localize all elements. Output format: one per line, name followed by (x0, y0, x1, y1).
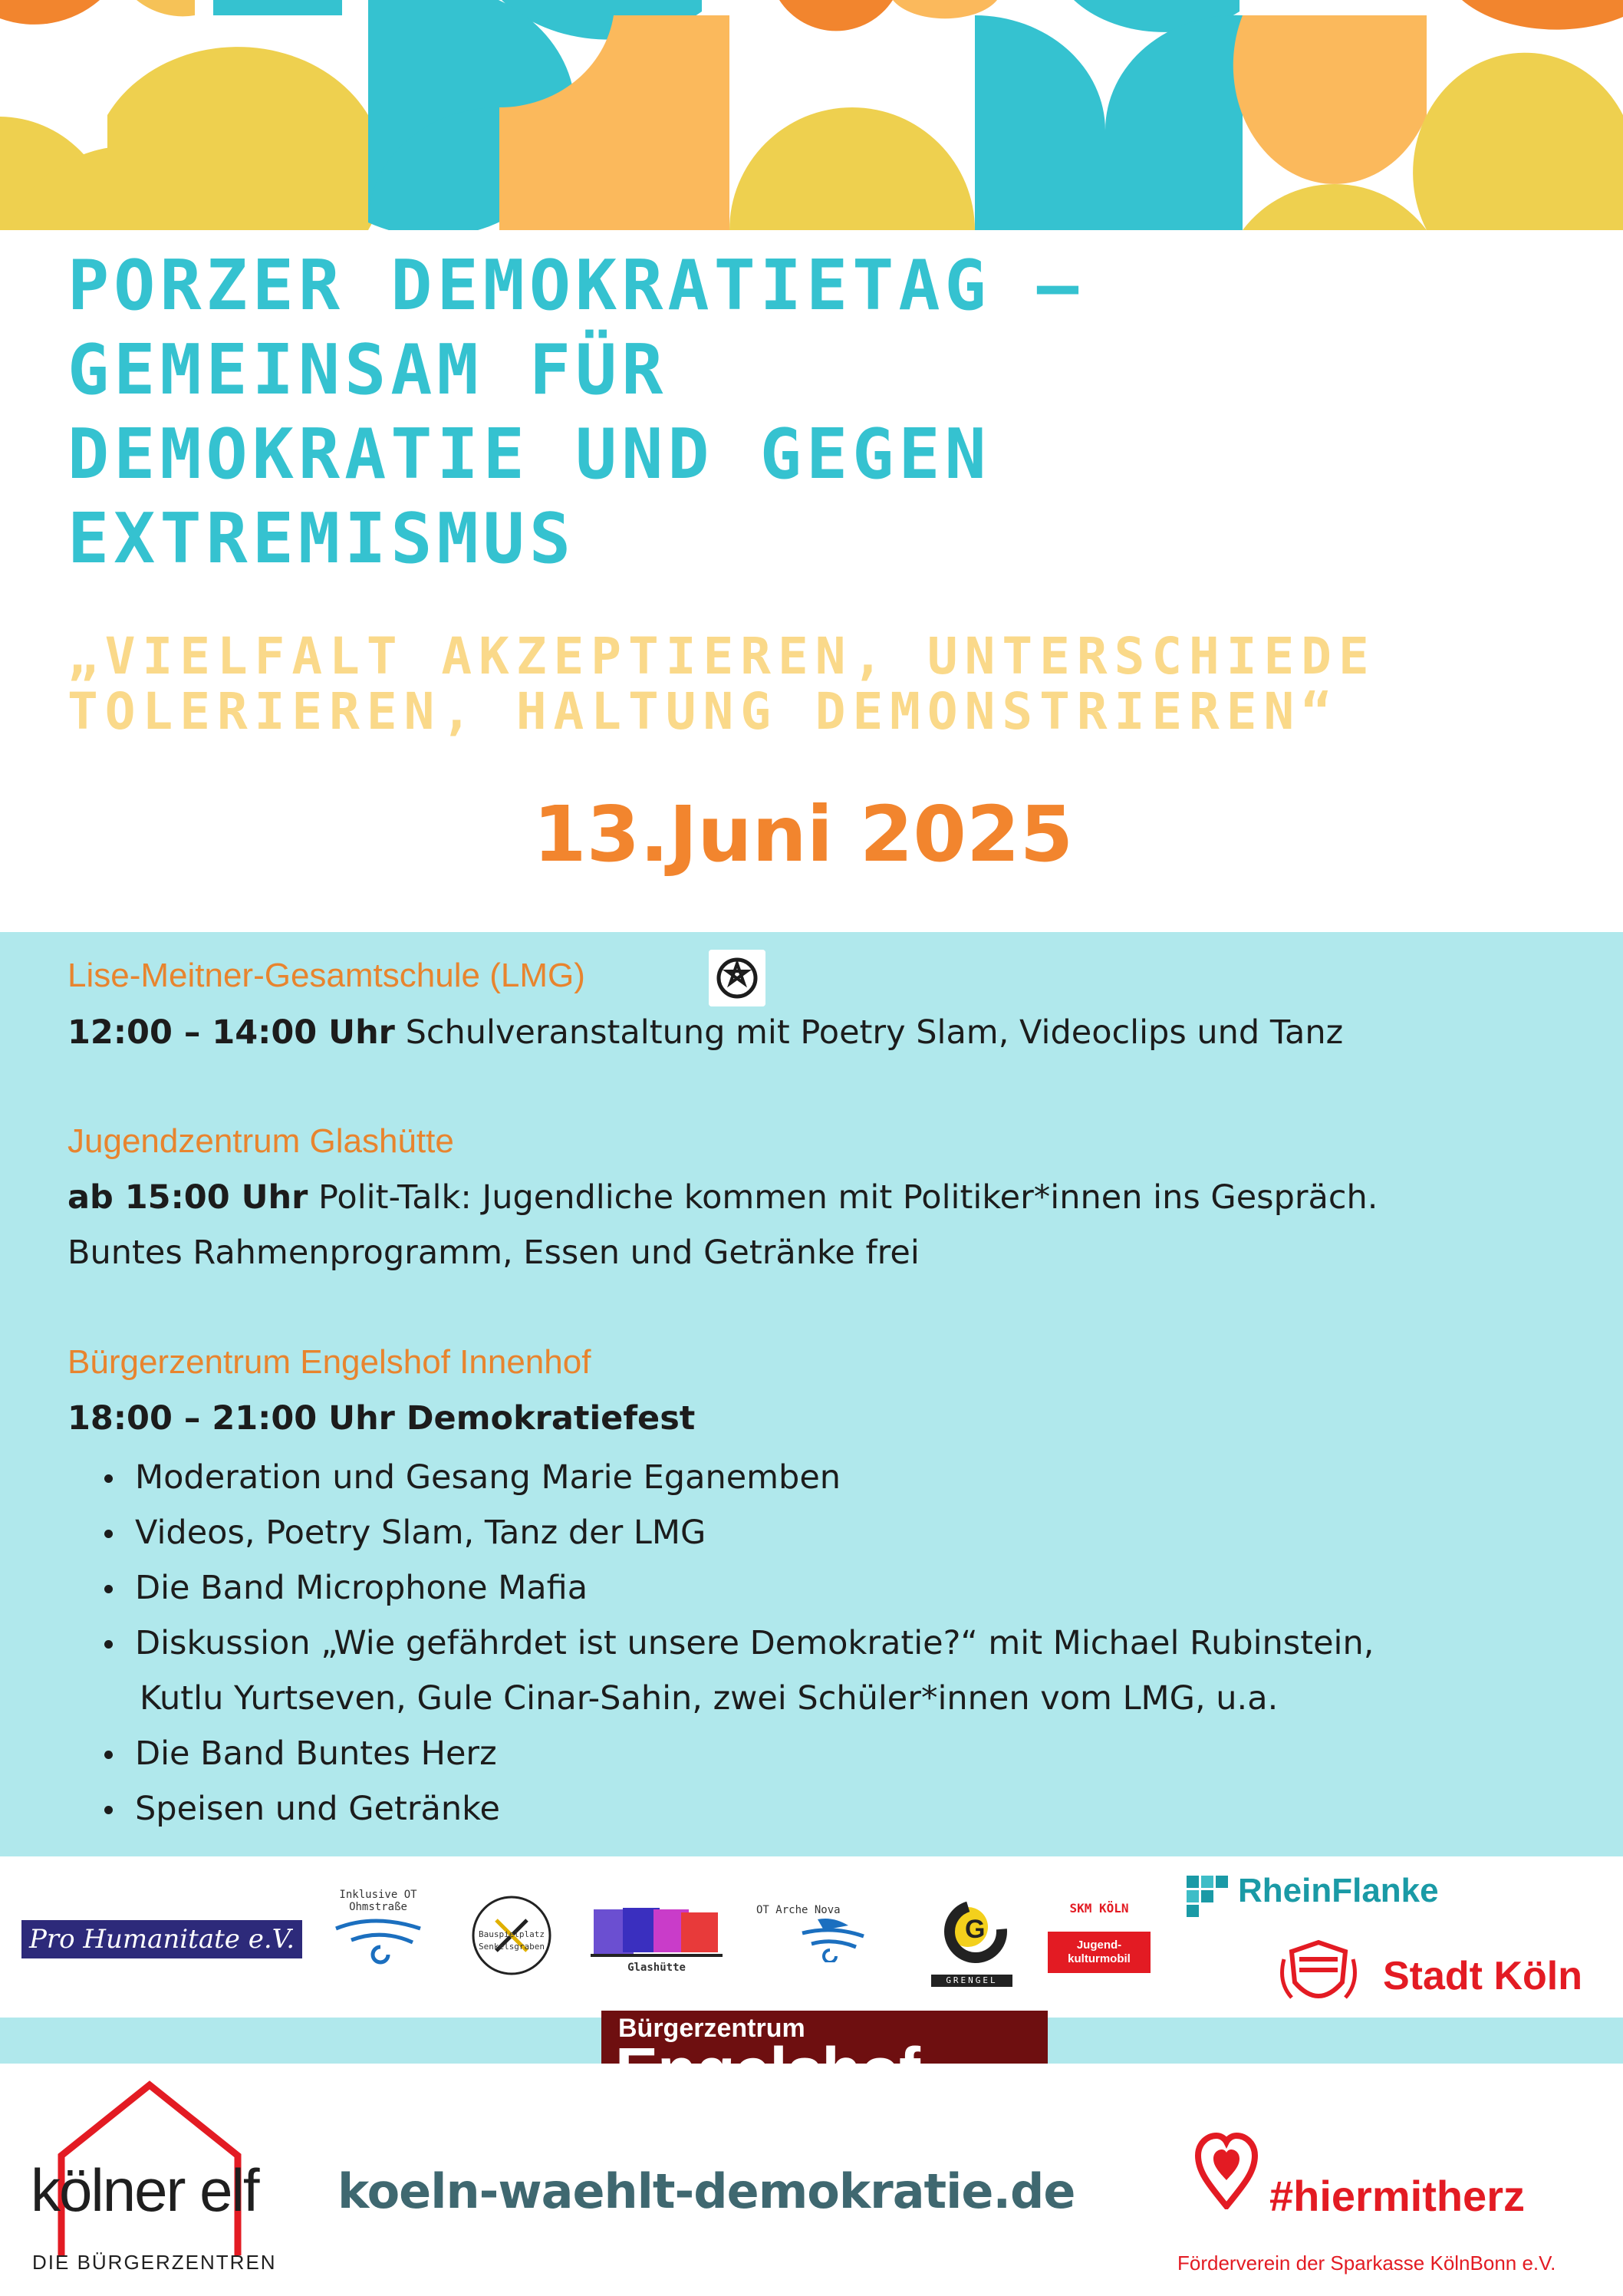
list-item: Die Band Microphone Mafia (67, 1560, 1374, 1616)
grengel-logo (931, 1887, 1012, 1995)
glashuette-schedule (67, 1175, 1378, 1220)
lmg-school-logo-icon (709, 950, 765, 1006)
bauspielplatz-logo (469, 1893, 554, 1978)
jugendkulturmobil-label: Jugend-kulturmobil (1048, 1932, 1151, 1973)
motto-line-1: „VIELFALT AKZEPTIEREN, UNTERSCHIEDE (67, 627, 1376, 686)
list-item: Videos, Poetry Slam, Tanz der LMG (67, 1505, 1374, 1560)
lmg-schedule (67, 1010, 1343, 1055)
event-date: 13.Juni 2025 (533, 789, 1074, 879)
ark-wave-icon (756, 1916, 871, 1962)
skm-jugendkulturmobil-logo (1048, 1902, 1151, 1976)
svg-text:G: G (965, 1915, 986, 1944)
koelner-elf-logo: kölner elf (31, 2156, 258, 2224)
cologne-coat-of-arms-icon (1276, 1936, 1361, 2013)
glashuette-logo (588, 1905, 726, 1974)
lmg-description: Schulveranstaltung mit Poetry Slam, Videoclips und Tanz (394, 1013, 1344, 1052)
grengel-label: GRENGEL (931, 1975, 1012, 1987)
ot-ohmstrasse-label: Inklusive OT Ohmstraße (339, 1889, 417, 1913)
venue-lmg: Lise-Meitner-Gesamtschule (LMG) (67, 957, 585, 994)
demokratiefest-list (67, 1450, 1374, 1836)
wave-icon (328, 1913, 428, 1967)
skm-label: SKM KÖLN (1069, 1901, 1129, 1916)
motto-line-2: TOLERIEREN, HALTUNG DEMONSTRIEREN“ (67, 682, 1339, 741)
venue-engelshof: Bürgerzentrum Engelshof Innenhof (67, 1343, 591, 1381)
heart-pin-icon (1195, 2133, 1258, 2209)
bauspielplatz-label: Bauspielplatz Senkelsgraben (478, 1929, 545, 1952)
stadt-koeln-logo: Stadt Köln (1383, 1954, 1582, 1998)
engelshof-logo-top: Bürgerzentrum (618, 2014, 805, 2043)
title-line-4: EXTREMISMUS (67, 499, 576, 579)
event-motto (67, 629, 1602, 740)
ot-ohmstrasse-logo (328, 1889, 428, 1970)
list-item: Die Band Buntes Herz (67, 1726, 1374, 1781)
koelner-elf-subtitle: DIE BÜRGERZENTREN (32, 2251, 277, 2274)
sparkasse-credit: Förderverein der Sparkasse KölnBonn e.V. (1177, 2252, 1556, 2275)
ot-arche-nova-logo (756, 1904, 871, 1965)
decorative-header-pattern (0, 0, 1623, 230)
list-item-continuation: Kutlu Yurtseven, Gule Cinar-Sahin, zwei Schüler*innen vom LMG, u.a. (140, 1679, 1279, 1718)
glashuette-emblem-icon (588, 1905, 726, 1958)
glashuette-time: ab 15:00 Uhr (67, 1178, 308, 1217)
title-line-2: GEMEINSAM FÜR (67, 330, 668, 410)
demokratiefest-heading: 18:00 – 21:00 Uhr Demokratiefest (67, 1399, 696, 1438)
event-title (67, 244, 1586, 581)
sunflower-icon (931, 1887, 1012, 1972)
ot-arche-nova-label: OT Arche Nova (756, 1904, 841, 1916)
lmg-time: 12:00 – 14:00 Uhr (67, 1013, 395, 1052)
glashuette-extra: Buntes Rahmenprogramm, Essen und Getränke frei (67, 1234, 920, 1272)
list-item: Moderation und Gesang Marie Eganemben (67, 1450, 1374, 1505)
rheinflanke-logo: RheinFlanke (1238, 1872, 1439, 1909)
title-line-3: DEMOKRATIE UND GEGEN (67, 414, 991, 495)
pro-humanitate-logo: Pro Humanitate e.V. (21, 1920, 302, 1958)
list-item: Speisen und Getränke (67, 1781, 1374, 1836)
glashuette-description: Polit-Talk: Jugendliche kommen mit Politiker*innen ins Gespräch. (308, 1178, 1378, 1217)
website-link[interactable]: koeln-waehlt-demokratie.de (337, 2163, 1075, 2219)
venue-glashuette: Jugendzentrum Glashütte (67, 1122, 454, 1160)
title-line-1: PORZER DEMOKRATIETAG – (67, 245, 1084, 326)
list-item: Diskussion „Wie gefährdet ist unsere Demokratie?“ mit Michael Rubinstein, (67, 1616, 1374, 1671)
glashuette-label: Glashütte (627, 1962, 686, 1974)
rheinflanke-mark-icon (1185, 1874, 1230, 1919)
hashtag: #hiermitherz (1269, 2172, 1525, 2220)
